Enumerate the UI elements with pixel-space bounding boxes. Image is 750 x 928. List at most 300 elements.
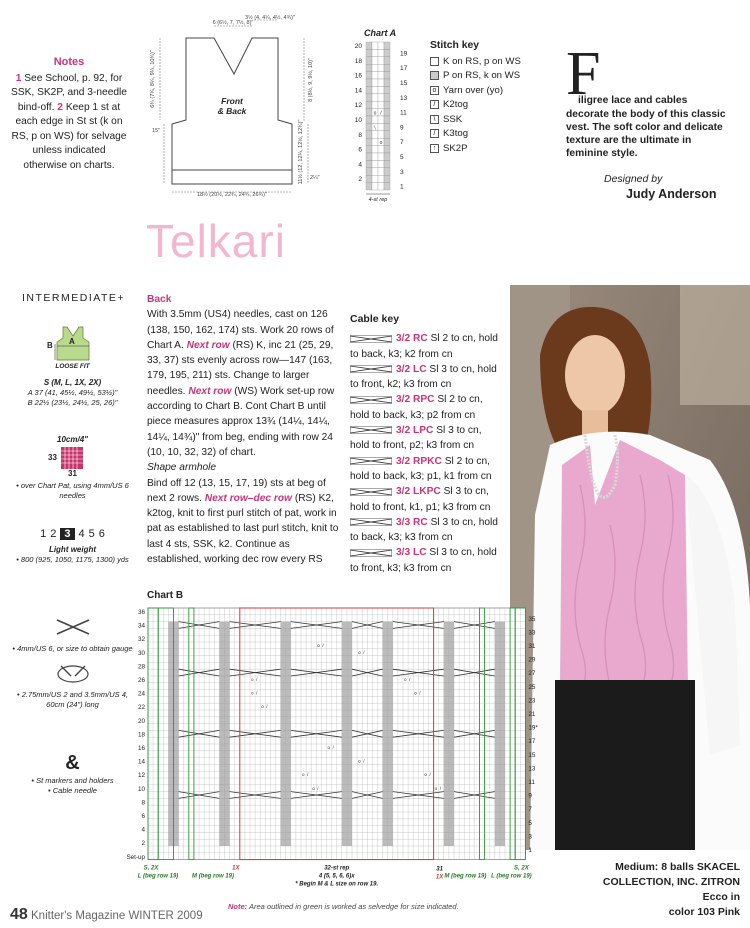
stitch-key-row — [430, 112, 550, 127]
chart-a-row-label: 14 — [354, 87, 362, 95]
chart-a-row-label: 1 — [400, 183, 404, 191]
schematic-side-measure: 15" — [151, 128, 161, 134]
stitch-key — [430, 40, 550, 156]
chart-a-cells — [366, 42, 390, 190]
schematic-front-label: Front — [221, 96, 243, 106]
chart-b-yo-symbol: o — [251, 690, 254, 696]
notes-box — [10, 55, 128, 173]
chart-a-cell — [372, 160, 378, 167]
schematic-right-measure: 8 (8½, 9, 9½, 10)" — [308, 58, 314, 102]
chart-a-cell — [384, 146, 390, 153]
chart-a-cell — [384, 168, 390, 175]
chart-a-cell — [372, 116, 378, 123]
cable-name: 3/3 LC — [396, 547, 427, 559]
chart-a-cell — [366, 146, 372, 153]
chart-a-cell — [384, 116, 390, 123]
stitch-symbol-icon: / — [430, 100, 439, 109]
cable-key-row — [350, 545, 500, 576]
note-2-text: Keep 1 st at each edge in St st (k on RS, p on WS) for selvage unless indicated otherwise on charts. — [11, 101, 127, 171]
chart-a-cell — [366, 131, 372, 138]
chart-a-cell — [378, 146, 384, 153]
begin-note-label: * Begin M & L size on row 19. — [295, 881, 379, 888]
chart-a-cell — [372, 64, 378, 71]
magazine-name: Knitter's Magazine — [31, 910, 126, 922]
chart-b-row-label: 36 — [137, 609, 145, 616]
size-label-right-l: L (beg row 19) — [491, 873, 532, 880]
next-dec-row-label: Next row–dec row — [204, 492, 292, 504]
chart-a-cell — [384, 109, 390, 116]
gauge-note: • over Chart Pat, using 4mm/US 6 needles — [16, 481, 129, 500]
stitch-key-row — [430, 127, 550, 142]
cable-symbol-icon — [350, 518, 392, 526]
chart-b-row-label: 23 — [528, 697, 536, 705]
stitch-symbol-icon: \ — [430, 115, 439, 124]
cable-description: Sl 2 to cn, hold to back, k3; p1, k1 from cn — [350, 455, 492, 482]
stitch-key-row — [430, 69, 550, 84]
chart-b-purl-column — [347, 622, 352, 846]
chart-a-symbol: o — [373, 110, 377, 117]
chart-a-symbol: / — [380, 110, 382, 117]
chart-a-row-label: 10 — [354, 117, 362, 124]
cable-description: Sl 2 to cn, hold to back, k3; p2 from cn — [350, 394, 483, 421]
chart-a-cell — [366, 49, 372, 56]
note-1-text: See School, p. 92, for SSK, SK2P, and 3-needle bind-off. — [11, 72, 127, 113]
chart-a-row-label: 9 — [400, 124, 404, 132]
chart-a-cell — [378, 160, 384, 167]
chart-b-dec-symbol: / — [363, 649, 365, 655]
cable-symbol-icon — [350, 335, 392, 343]
chart-b-dec-symbol: / — [266, 704, 268, 710]
chart-b-yo-symbol: o — [414, 690, 417, 696]
chart-a-row-label: 17 — [400, 65, 408, 73]
chart-a-cell — [372, 131, 378, 138]
chart-b-yo-symbol: o — [358, 649, 361, 655]
cable-symbol-icon — [350, 457, 392, 465]
chart-a-cell — [366, 138, 372, 145]
size-label-left-l: L (beg row 19) — [137, 873, 179, 880]
chart-b-row-label: 29 — [528, 656, 536, 664]
yarn-info — [590, 860, 740, 920]
repeat-label: 32-st rep — [324, 865, 350, 872]
chart-a-row-label: 12 — [354, 102, 362, 110]
needles-2: • 2.75mm/US 2 and 3.5mm/US 4, 60cm (24") long — [16, 690, 128, 709]
note-1-number: 1 — [15, 72, 22, 84]
cable-description: Sl 3 to cn, hold to front, k2; k3 from cn — [350, 363, 497, 391]
chart-b-row-label: 17 — [528, 738, 536, 746]
yarn-line-2: COLLECTION, INC. ZITRON Ecco in — [602, 876, 740, 903]
chart-b-cells — [148, 608, 525, 860]
chart-a-title: Chart A — [364, 28, 397, 38]
chart-b-purl-column — [286, 622, 291, 846]
yardage: • 800 (925, 1050, 1175, 1300) yds — [16, 555, 129, 564]
chart-b-title: Chart B — [147, 590, 184, 601]
chart-a-cell — [384, 64, 390, 71]
chart-a-row-label: 16 — [354, 72, 362, 80]
yarn-weight-number: 1 — [40, 528, 47, 540]
chart-a-cell — [372, 49, 378, 56]
para-1b-text: (RS) K, inc 21 (25, 29, 33, 37) sts evenly across row—147 (163, 179, 195, 211) sts. Change to larger needles. — [147, 339, 334, 397]
chart-a-symbol: o — [379, 140, 383, 147]
chart-b-dec-symbol: / — [317, 785, 319, 791]
chart-b-yo-symbol: o — [302, 772, 305, 778]
stitch-symbol-icon — [430, 71, 439, 80]
stitch-key-row — [430, 83, 550, 98]
chart-b-row-label: 28 — [137, 663, 145, 671]
chart-b-row-label: 12 — [137, 772, 145, 780]
chart-a-cell — [378, 153, 384, 160]
cable-key-row — [350, 423, 500, 454]
stitch-key-label: P on RS, k on WS — [443, 70, 521, 82]
chart-b-yo-symbol: o — [317, 643, 320, 648]
cable-description: Sl 3 to cn, hold to back, k3; k3 from cn — [350, 516, 498, 544]
yarn-line-3: color 103 Pink — [668, 906, 740, 918]
chart-b-row-label: 31 — [528, 643, 536, 650]
size-label-left-s2x: S, 2X — [143, 865, 159, 872]
gauge-label: 10cm/4" — [57, 435, 88, 444]
chart-a-cell — [384, 138, 390, 145]
intro-block — [566, 40, 731, 160]
chart-b-dec-symbol: / — [363, 758, 365, 764]
para-1-text: With 3.5mm (US4) needles, cast on 126 (138, 150, 162, 174) sts. Work 20 rows of Chart A. — [147, 309, 334, 351]
yarn-line-1: Medium: 8 balls SKACEL — [615, 861, 740, 873]
sizes: S (M, L, 1X, 2X) — [43, 378, 102, 387]
needles-block — [10, 616, 135, 710]
chart-a-cell — [372, 72, 378, 79]
chart-a-cell — [384, 94, 390, 101]
para-3a-text: Bind off 12 (13, 15, 17, 19) sts at beg of next 2 rows. — [147, 477, 326, 504]
chart-b-row-label: 2 — [141, 840, 145, 848]
chart-a-row-label: 11 — [400, 109, 407, 117]
fit-label: LOOSE FIT — [55, 363, 90, 370]
size-label-right-s2x: S, 2X — [514, 865, 529, 872]
chart-a-cell — [384, 123, 390, 130]
cable-key-row — [350, 362, 500, 393]
chart-b-row-label: 1 — [528, 847, 532, 854]
stitch-symbol-icon — [430, 57, 439, 66]
issue: WINTER 2009 — [128, 910, 203, 922]
chart-b-dec-symbol: / — [429, 772, 431, 778]
chart-a-cell — [378, 42, 384, 49]
chart-b-dec-symbol: / — [256, 690, 258, 696]
chart-a-cell — [372, 79, 378, 86]
chart-a-cell — [384, 49, 390, 56]
chart-b-yo-symbol: o — [327, 745, 331, 750]
stitch-key-title: Stitch key — [430, 40, 480, 51]
chart-a-cell — [366, 123, 372, 130]
repeat-count-label: 4 (5, 5, 6, 6)x — [318, 873, 355, 880]
chart-a-cell — [372, 153, 378, 160]
cable-description: Sl 3 to cn, hold to front, k3; k3 from cn — [350, 547, 497, 574]
chart-b-dec-symbol: / — [307, 772, 309, 778]
chart-a-cell — [372, 101, 378, 108]
chart-b-yo-symbol: o — [312, 785, 315, 791]
chart-a-row-label: 5 — [400, 154, 404, 161]
chart-a-cell — [384, 42, 390, 49]
chart-b-dec-symbol: / — [332, 745, 334, 750]
chart-b-row-label: 22 — [137, 704, 145, 712]
stitch-symbol-icon: / — [430, 129, 439, 138]
pattern-title: Telkari — [146, 215, 286, 267]
stitch-symbol-icon: o — [430, 86, 439, 95]
stitch-key-row — [430, 54, 550, 69]
note-text: Area outlined in green is worked as selvedge for size indicated. — [248, 902, 459, 911]
chart-b-yo-symbol: o — [261, 704, 264, 710]
chart-a-cell — [384, 101, 390, 108]
needles-1: • 4mm/US 6, or size to obtain gauge — [12, 644, 133, 653]
chart-a-row-label: 8 — [358, 131, 362, 139]
gauge-rows: 33 — [48, 453, 57, 462]
chart-a-row-label: 4 — [358, 161, 362, 169]
instructions-paragraph-1 — [147, 307, 342, 460]
stitch-key-label: K2tog — [443, 99, 469, 111]
chart-a-cell — [366, 160, 372, 167]
chart-a-cell — [378, 94, 384, 101]
chart-a-cell — [384, 160, 390, 167]
chart-b-purl-column — [444, 622, 449, 846]
dropcap: F — [566, 40, 601, 108]
cable-key-row — [350, 515, 500, 546]
chart-a-cell — [366, 109, 372, 116]
chart-b-purl-column — [449, 622, 454, 846]
page-footer — [10, 906, 203, 924]
gauge-block — [10, 435, 135, 501]
stitch-key-label: K on RS, p on WS — [443, 55, 521, 67]
cable-symbol-icon — [350, 426, 392, 434]
chart-a — [342, 28, 422, 203]
para-2-text: (WS) Work set-up row according to Chart B. Cont Chart B until piece measures approx 13¾ (14¼, 14¼, 14¼, 14¾)" from beg, ending with row 24 (10, 10, 32, 32) of chart. — [147, 385, 335, 458]
chart-a-cell — [378, 123, 384, 130]
chart-a-cell — [366, 64, 372, 71]
chart-b-row-label: 30 — [137, 649, 145, 657]
chart-b-yo-symbol: o — [424, 772, 427, 778]
chart-a-cell — [366, 94, 372, 101]
chart-a-row-label: 3 — [400, 168, 404, 176]
chart-b-dec-symbol: / — [439, 785, 441, 791]
notions-block — [10, 752, 135, 796]
gauge-swatch-icon — [61, 447, 83, 469]
chart-a-cell — [378, 57, 384, 64]
schematic-back-label: & Back — [217, 106, 247, 116]
chart-b-row-label: 15 — [528, 751, 536, 759]
chart-a-cell — [378, 183, 384, 190]
chart-a-cell — [384, 79, 390, 86]
stitch-key-label: SK2P — [443, 142, 468, 154]
instructions-paragraph-3 — [147, 476, 342, 568]
notions-icon: & — [65, 752, 80, 774]
chart-b-row-label: 19* — [528, 724, 538, 732]
chart-b-yo-symbol: o — [251, 677, 254, 682]
chart-a-cell — [378, 64, 384, 71]
weight-block — [10, 528, 135, 565]
chart-a-cell — [372, 57, 378, 64]
yarn-weight-number: 6 — [98, 528, 105, 540]
chart-b-row-label: 25 — [528, 683, 536, 691]
chart-b-row-label: 24 — [137, 690, 145, 698]
fit-b-label: B — [46, 341, 53, 350]
intro-text: decorate the body of this classic vest. The soft color and delicate texture are the ultimate in feminine style. — [566, 109, 726, 159]
chart-a-cell — [366, 42, 372, 49]
notions-2: • Cable needle — [48, 786, 97, 795]
chart-b-dec-symbol: / — [256, 677, 258, 682]
vest-schematic — [142, 12, 322, 197]
chart-b-purl-column — [388, 622, 393, 846]
chart-a-cell — [366, 153, 372, 160]
chart-a-cell — [378, 116, 384, 123]
schematic-rib-measure: 2¼" — [310, 175, 320, 181]
chart-a-cell — [366, 79, 372, 86]
chart-a-cell — [372, 168, 378, 175]
stitch-symbol-icon: ↑ — [430, 144, 439, 153]
stitch-key-row — [430, 98, 550, 113]
chart-b-purl-column — [383, 622, 388, 846]
chart-a-row-label: 7 — [400, 139, 404, 147]
note-2-number: 2 — [57, 101, 63, 113]
cable-name: 3/2 RPC — [396, 394, 435, 406]
chart-b-row-label: 14 — [137, 758, 145, 766]
chart-a-cell — [366, 57, 372, 64]
chart-b-purl-column — [500, 622, 505, 846]
chart-b-purl-column — [219, 622, 224, 846]
chart-b-row-label: 13 — [528, 765, 536, 773]
cable-name: 3/2 RPKC — [396, 455, 442, 467]
chart-a-cell — [378, 168, 384, 175]
next-row-label-1: Next row — [186, 339, 230, 351]
chart-a-cell — [366, 86, 372, 93]
chart-b-purl-column — [174, 622, 179, 846]
chart-a-cell — [366, 183, 372, 190]
cable-symbol-icon — [350, 549, 392, 557]
size-label-left-1x: 1X — [232, 865, 240, 872]
stitch-key-label: K3tog — [443, 128, 469, 140]
chart-a-row-label: 18 — [354, 57, 362, 65]
size-b: B 22½ (23½, 24½, 25, 26)" — [27, 398, 118, 407]
intro-first-line: iligree lace and cables — [578, 95, 688, 106]
chart-a-cell — [372, 42, 378, 49]
weight-label: Light weight — [48, 545, 97, 554]
fit-block — [10, 322, 135, 408]
chart-b-row-label: 33 — [528, 629, 536, 637]
chart-a-row-label: 20 — [354, 43, 362, 50]
chart-b-row-label: 16 — [137, 745, 145, 752]
schematic-neck-measure: 3½ (4, 4¼, 4½, 4¾)" — [245, 15, 295, 21]
chart-b-row-label: 35 — [528, 615, 536, 623]
fit-a-label: A — [68, 337, 75, 346]
size-label-right-1x: 1X — [435, 874, 444, 881]
cable-symbol-icon — [350, 396, 392, 404]
designer-name: Judy Anderson — [626, 187, 717, 201]
chart-b-row-label: 8 — [141, 799, 145, 807]
chart-b-dec-symbol: / — [322, 643, 324, 648]
chart-a-cell — [366, 72, 372, 79]
yarn-weight-number: 3 — [60, 528, 74, 540]
yarn-weight-number: 2 — [50, 528, 57, 540]
cable-symbol-icon — [350, 365, 392, 373]
vest-fit-icon — [33, 322, 113, 362]
chart-a-cell — [372, 138, 378, 145]
cable-name: 3/3 RC — [396, 516, 428, 528]
size-a: A 37 (41, 45½, 49½, 53½)" — [27, 388, 118, 397]
chart-b-purl-column — [168, 622, 173, 846]
notions-1: • St markers and holders — [31, 776, 114, 785]
chart-a-grid — [342, 28, 422, 203]
chart-b-purl-column — [225, 622, 230, 846]
chart-a-cell — [372, 183, 378, 190]
chart-a-cell — [384, 57, 390, 64]
cable-name: 3/2 LKPC — [396, 486, 441, 498]
chart-a-cell — [378, 175, 384, 182]
chart-a-cell — [384, 183, 390, 190]
chart-b-row-label: 5 — [528, 819, 532, 827]
cable-description: Sl 3 to cn, hold to front, p2; k3 from cn — [350, 425, 482, 452]
chart-b-row-label: 20 — [137, 717, 145, 725]
model-photo — [510, 285, 750, 850]
cable-key-row — [350, 454, 500, 485]
designed-by-label: Designed by — [604, 173, 663, 185]
cable-key-row — [350, 484, 500, 515]
chart-a-symbol: \ — [374, 125, 376, 132]
instructions-column — [147, 292, 342, 567]
chart-b-row-label: 6 — [141, 813, 145, 820]
cable-symbol-icon — [350, 488, 392, 496]
stitch-count-label: 31 — [436, 866, 443, 873]
chart-b-row-label: 9 — [528, 792, 532, 800]
chart-a-cell — [372, 175, 378, 182]
cable-key — [350, 312, 500, 576]
selvedge-note — [228, 902, 459, 911]
chart-a-row-label: 15 — [400, 80, 408, 87]
note-label: Note: — [228, 902, 248, 911]
schematic-top-measure: 6 (6½, 7, 7½, 8)" — [212, 20, 254, 26]
chart-a-cell — [366, 101, 372, 108]
chart-a-cell — [366, 116, 372, 123]
chart-b-purl-column — [342, 622, 347, 846]
circular-needle-icon — [53, 660, 93, 686]
chart-a-cell — [384, 72, 390, 79]
yarn-weight-number: 4 — [78, 528, 85, 540]
chart-a-row-label: 6 — [358, 146, 362, 154]
cable-key-row — [350, 331, 500, 362]
chart-a-cell — [384, 131, 390, 138]
chart-a-cell — [384, 153, 390, 160]
chart-a-cell — [378, 86, 384, 93]
chart-b-row-label: Set-up — [126, 853, 145, 861]
schematic-lower-right-measure: 11½ (12, 12¼, 12½, 12¾)" — [298, 119, 304, 185]
chart-a-rep-label: 4-st rep — [368, 197, 388, 203]
chart-b-row-label: 7 — [528, 806, 532, 814]
chart-b-row-label: 32 — [137, 636, 145, 644]
skill-level: INTERMEDIATE+ — [22, 292, 126, 304]
cable-key-title: Cable key — [350, 313, 400, 325]
cable-description: Sl 3 to cn, hold to front, k1, p1; k3 from cn — [350, 486, 491, 513]
cable-description: Sl 2 to cn, hold to back, k3; k2 from cn — [350, 333, 498, 360]
size-label-left-m: M (beg row 19) — [191, 873, 235, 880]
chart-a-cell — [378, 79, 384, 86]
chart-b-row-label: 4 — [141, 826, 145, 834]
chart-b-row-label: 26 — [137, 677, 145, 684]
chart-b-row-label: 21 — [528, 711, 536, 718]
chart-a-cell — [378, 131, 384, 138]
chart-a-row-label: 2 — [358, 176, 362, 184]
chart-b-row-label: 27 — [528, 670, 536, 678]
cable-name: 3/2 RC — [396, 333, 428, 345]
chart-a-row-label: 19 — [400, 50, 408, 58]
chart-a-cell — [366, 168, 372, 175]
chart-b-row-label: 10 — [137, 785, 145, 793]
chart-a-cell — [372, 94, 378, 101]
chart-a-cell — [384, 86, 390, 93]
chart-b-dec-symbol: / — [419, 690, 421, 696]
chart-b-row-label: 3 — [528, 833, 532, 841]
